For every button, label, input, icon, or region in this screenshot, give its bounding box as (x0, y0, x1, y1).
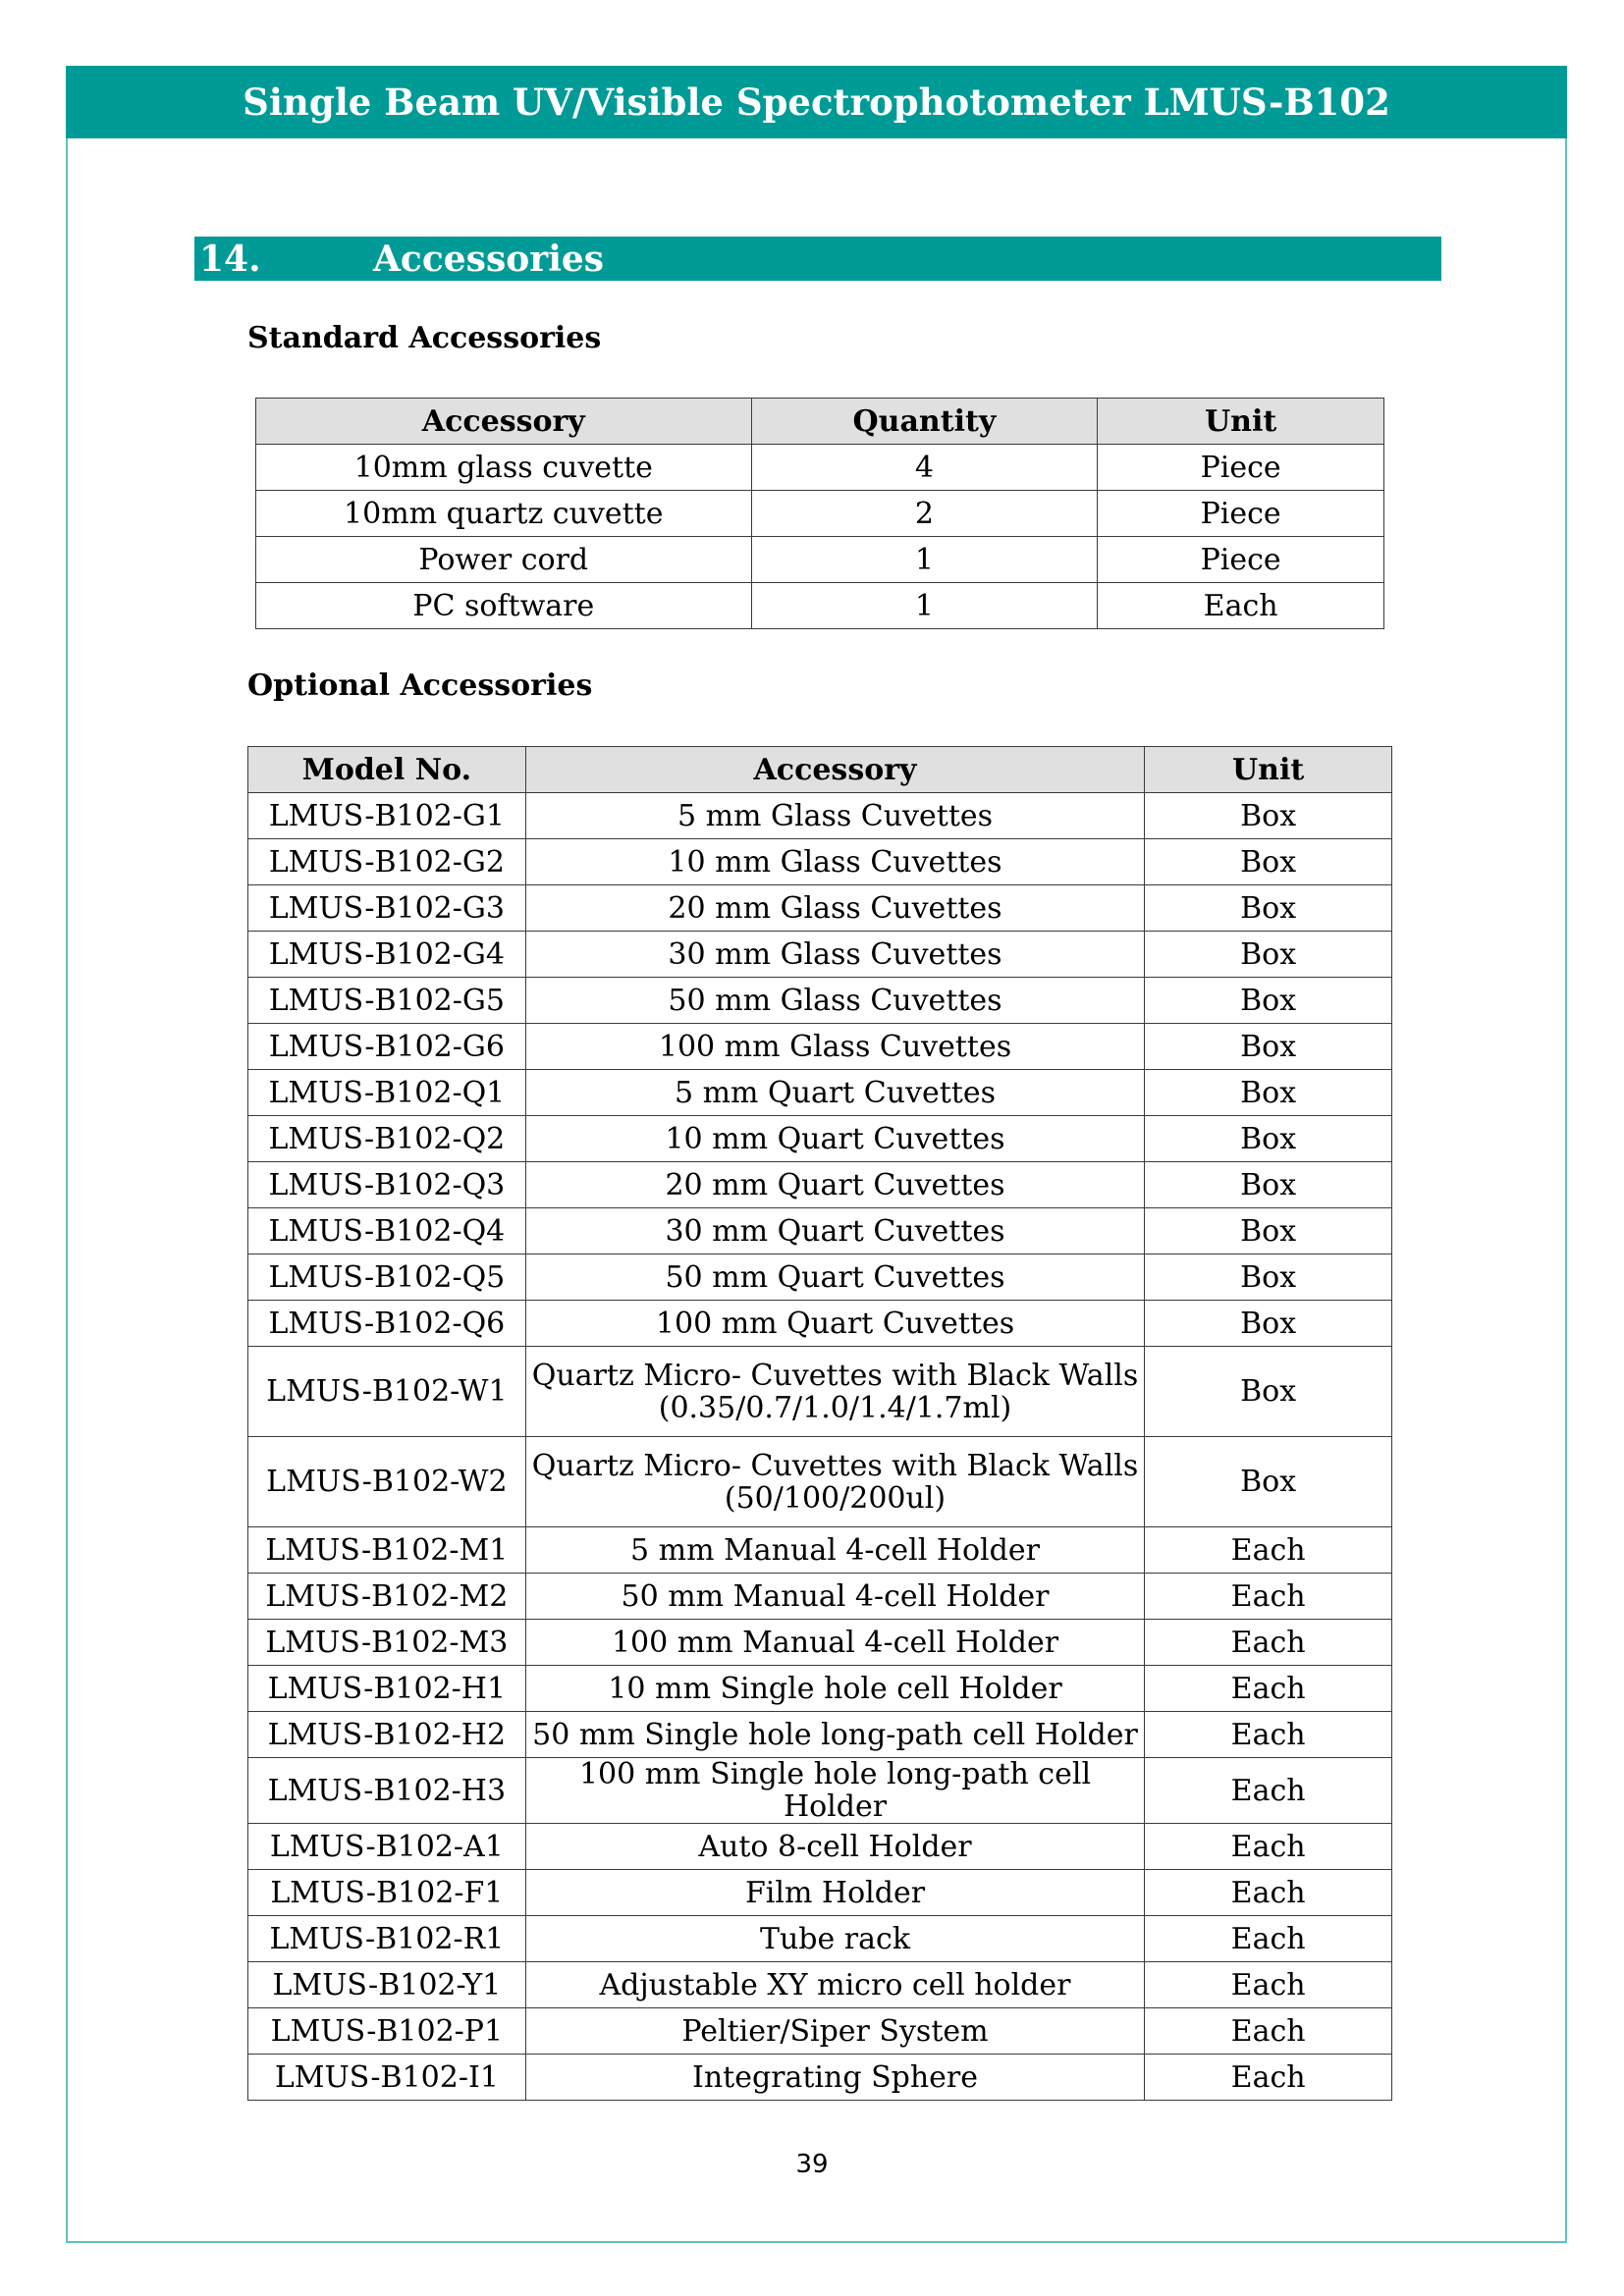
table-cell: Each (1145, 1824, 1392, 1870)
table-cell: LMUS-B102-F1 (248, 1870, 526, 1916)
table-row (248, 1024, 1392, 1070)
table-row (248, 932, 1392, 978)
table-cell: Each (1145, 2055, 1392, 2101)
table-cell: LMUS-B102-G6 (248, 1024, 526, 1070)
table-row (248, 2008, 1392, 2055)
table-cell: Box (1145, 1437, 1392, 1527)
table-cell: LMUS-B102-Q1 (248, 1070, 526, 1116)
table-cell: Box (1145, 1162, 1392, 1208)
table-cell: 100 mm Quart Cuvettes (525, 1301, 1145, 1347)
table-cell: LMUS-B102-G5 (248, 978, 526, 1024)
table-row (248, 839, 1392, 885)
table-cell: 5 mm Glass Cuvettes (525, 793, 1145, 839)
table-cell: LMUS-B102-Q2 (248, 1116, 526, 1162)
table-row (248, 1666, 1392, 1712)
column-header: Quantity (751, 399, 1098, 445)
table-cell: Each (1145, 1666, 1392, 1712)
table-row (248, 1620, 1392, 1666)
table-cell: LMUS-B102-Y1 (248, 1962, 526, 2008)
table-cell: 30 mm Quart Cuvettes (525, 1208, 1145, 1255)
table-cell: Quartz Micro- Cuvettes with Black Walls (0.35/0.7/1.0/1.4/1.7ml) (525, 1347, 1145, 1437)
table-cell: Quartz Micro- Cuvettes with Black Walls (50/100/200ul) (525, 1437, 1145, 1527)
table-cell: LMUS-B102-G1 (248, 793, 526, 839)
table-row (248, 1208, 1392, 1255)
section-title: Accessories (373, 238, 605, 280)
table-row (248, 1574, 1392, 1620)
table-cell: Box (1145, 1208, 1392, 1255)
table-cell: 1 (751, 583, 1098, 629)
table-cell: Integrating Sphere (525, 2055, 1145, 2101)
table-cell: Each (1145, 2008, 1392, 2055)
table-cell: Each (1098, 583, 1384, 629)
table-cell: 10 mm Quart Cuvettes (525, 1116, 1145, 1162)
table-cell: LMUS-B102-Q4 (248, 1208, 526, 1255)
table-cell: LMUS-B102-G3 (248, 885, 526, 932)
table-cell: LMUS-B102-P1 (248, 2008, 526, 2055)
table-cell: Box (1145, 839, 1392, 885)
table-cell: 50 mm Manual 4-cell Holder (525, 1574, 1145, 1620)
table-cell: Adjustable XY micro cell holder (525, 1962, 1145, 2008)
table-cell: Piece (1098, 537, 1384, 583)
column-header: Accessory (256, 399, 752, 445)
table-row (248, 978, 1392, 1024)
table-cell: LMUS-B102-G4 (248, 932, 526, 978)
table-header-row (256, 399, 1384, 445)
section-number: 14. (199, 238, 261, 280)
table-row (256, 491, 1384, 537)
table-cell: Each (1145, 1916, 1392, 1962)
table-row (248, 885, 1392, 932)
section-heading-bar (194, 237, 1441, 281)
table-cell: 1 (751, 537, 1098, 583)
table-row (248, 1870, 1392, 1916)
table-row (248, 1712, 1392, 1758)
document-title: Single Beam UV/Visible Spectrophotometer LMUS-B102 (243, 80, 1390, 124)
table-row (248, 1824, 1392, 1870)
optional-accessories-table (247, 746, 1392, 2101)
table-cell: Box (1145, 1070, 1392, 1116)
table-cell: 20 mm Quart Cuvettes (525, 1162, 1145, 1208)
table-row (256, 537, 1384, 583)
table-cell: LMUS-B102-R1 (248, 1916, 526, 1962)
table-cell: Each (1145, 1962, 1392, 2008)
table-cell: Box (1145, 1024, 1392, 1070)
page-number: 39 (795, 2150, 829, 2179)
table-cell: 100 mm Single hole long-path cell Holder (525, 1758, 1145, 1824)
table-cell: 10mm quartz cuvette (256, 491, 752, 537)
table-row (256, 445, 1384, 491)
table-cell: Each (1145, 1712, 1392, 1758)
table-header-row (248, 747, 1392, 793)
table-row (248, 2055, 1392, 2101)
table-cell: 5 mm Manual 4-cell Holder (525, 1527, 1145, 1574)
column-header: Model No. (248, 747, 526, 793)
table-cell: Box (1145, 1347, 1392, 1437)
optional-accessories-heading: Optional Accessories (247, 668, 593, 703)
optional-table-body (248, 793, 1392, 2101)
table-cell: Each (1145, 1620, 1392, 1666)
table-cell: PC software (256, 583, 752, 629)
table-cell: 4 (751, 445, 1098, 491)
document-header (66, 66, 1567, 138)
table-row (248, 1962, 1392, 2008)
table-cell: Auto 8-cell Holder (525, 1824, 1145, 1870)
table-cell: 20 mm Glass Cuvettes (525, 885, 1145, 932)
table-cell: 30 mm Glass Cuvettes (525, 932, 1145, 978)
table-row (248, 1916, 1392, 1962)
table-cell: LMUS-B102-Q5 (248, 1255, 526, 1301)
table-cell: 50 mm Glass Cuvettes (525, 978, 1145, 1024)
column-header: Unit (1145, 747, 1392, 793)
table-cell: Box (1145, 885, 1392, 932)
table-cell: LMUS-B102-W2 (248, 1437, 526, 1527)
table-row (248, 1162, 1392, 1208)
table-cell: Box (1145, 1255, 1392, 1301)
column-header: Accessory (525, 747, 1145, 793)
table-cell: LMUS-B102-G2 (248, 839, 526, 885)
table-cell: Box (1145, 1116, 1392, 1162)
table-cell: LMUS-B102-H3 (248, 1758, 526, 1824)
table-cell: 10 mm Glass Cuvettes (525, 839, 1145, 885)
table-cell: LMUS-B102-M1 (248, 1527, 526, 1574)
table-cell: LMUS-B102-M2 (248, 1574, 526, 1620)
table-cell: Peltier/Siper System (525, 2008, 1145, 2055)
standard-accessories-heading: Standard Accessories (247, 321, 602, 355)
table-cell: LMUS-B102-H1 (248, 1666, 526, 1712)
table-cell: LMUS-B102-Q6 (248, 1301, 526, 1347)
column-header: Unit (1098, 399, 1384, 445)
table-cell: Each (1145, 1758, 1392, 1824)
table-row (248, 1437, 1392, 1527)
standard-accessories-table (255, 398, 1384, 629)
table-cell: Piece (1098, 491, 1384, 537)
table-row (248, 1758, 1392, 1824)
table-cell: 2 (751, 491, 1098, 537)
table-cell: 10 mm Single hole cell Holder (525, 1666, 1145, 1712)
table-cell: LMUS-B102-Q3 (248, 1162, 526, 1208)
table-cell: Each (1145, 1870, 1392, 1916)
table-cell: Each (1145, 1527, 1392, 1574)
table-cell: 100 mm Glass Cuvettes (525, 1024, 1145, 1070)
table-row (248, 1070, 1392, 1116)
table-cell: Each (1145, 1574, 1392, 1620)
table-cell: Box (1145, 932, 1392, 978)
table-row (256, 583, 1384, 629)
standard-table-body (256, 445, 1384, 629)
table-cell: 50 mm Single hole long-path cell Holder (525, 1712, 1145, 1758)
table-row (248, 793, 1392, 839)
table-cell: LMUS-B102-A1 (248, 1824, 526, 1870)
table-cell: Box (1145, 978, 1392, 1024)
table-cell: Box (1145, 1301, 1392, 1347)
table-cell: LMUS-B102-H2 (248, 1712, 526, 1758)
table-cell: Piece (1098, 445, 1384, 491)
table-cell: 5 mm Quart Cuvettes (525, 1070, 1145, 1116)
table-row (248, 1527, 1392, 1574)
table-cell: LMUS-B102-W1 (248, 1347, 526, 1437)
table-cell: LMUS-B102-I1 (248, 2055, 526, 2101)
table-row (248, 1347, 1392, 1437)
table-row (248, 1255, 1392, 1301)
table-row (248, 1116, 1392, 1162)
table-row (248, 1301, 1392, 1347)
table-cell: 10mm glass cuvette (256, 445, 752, 491)
table-cell: Film Holder (525, 1870, 1145, 1916)
table-cell: Power cord (256, 537, 752, 583)
table-cell: 50 mm Quart Cuvettes (525, 1255, 1145, 1301)
table-cell: Tube rack (525, 1916, 1145, 1962)
table-cell: Box (1145, 793, 1392, 839)
table-cell: LMUS-B102-M3 (248, 1620, 526, 1666)
table-cell: 100 mm Manual 4-cell Holder (525, 1620, 1145, 1666)
